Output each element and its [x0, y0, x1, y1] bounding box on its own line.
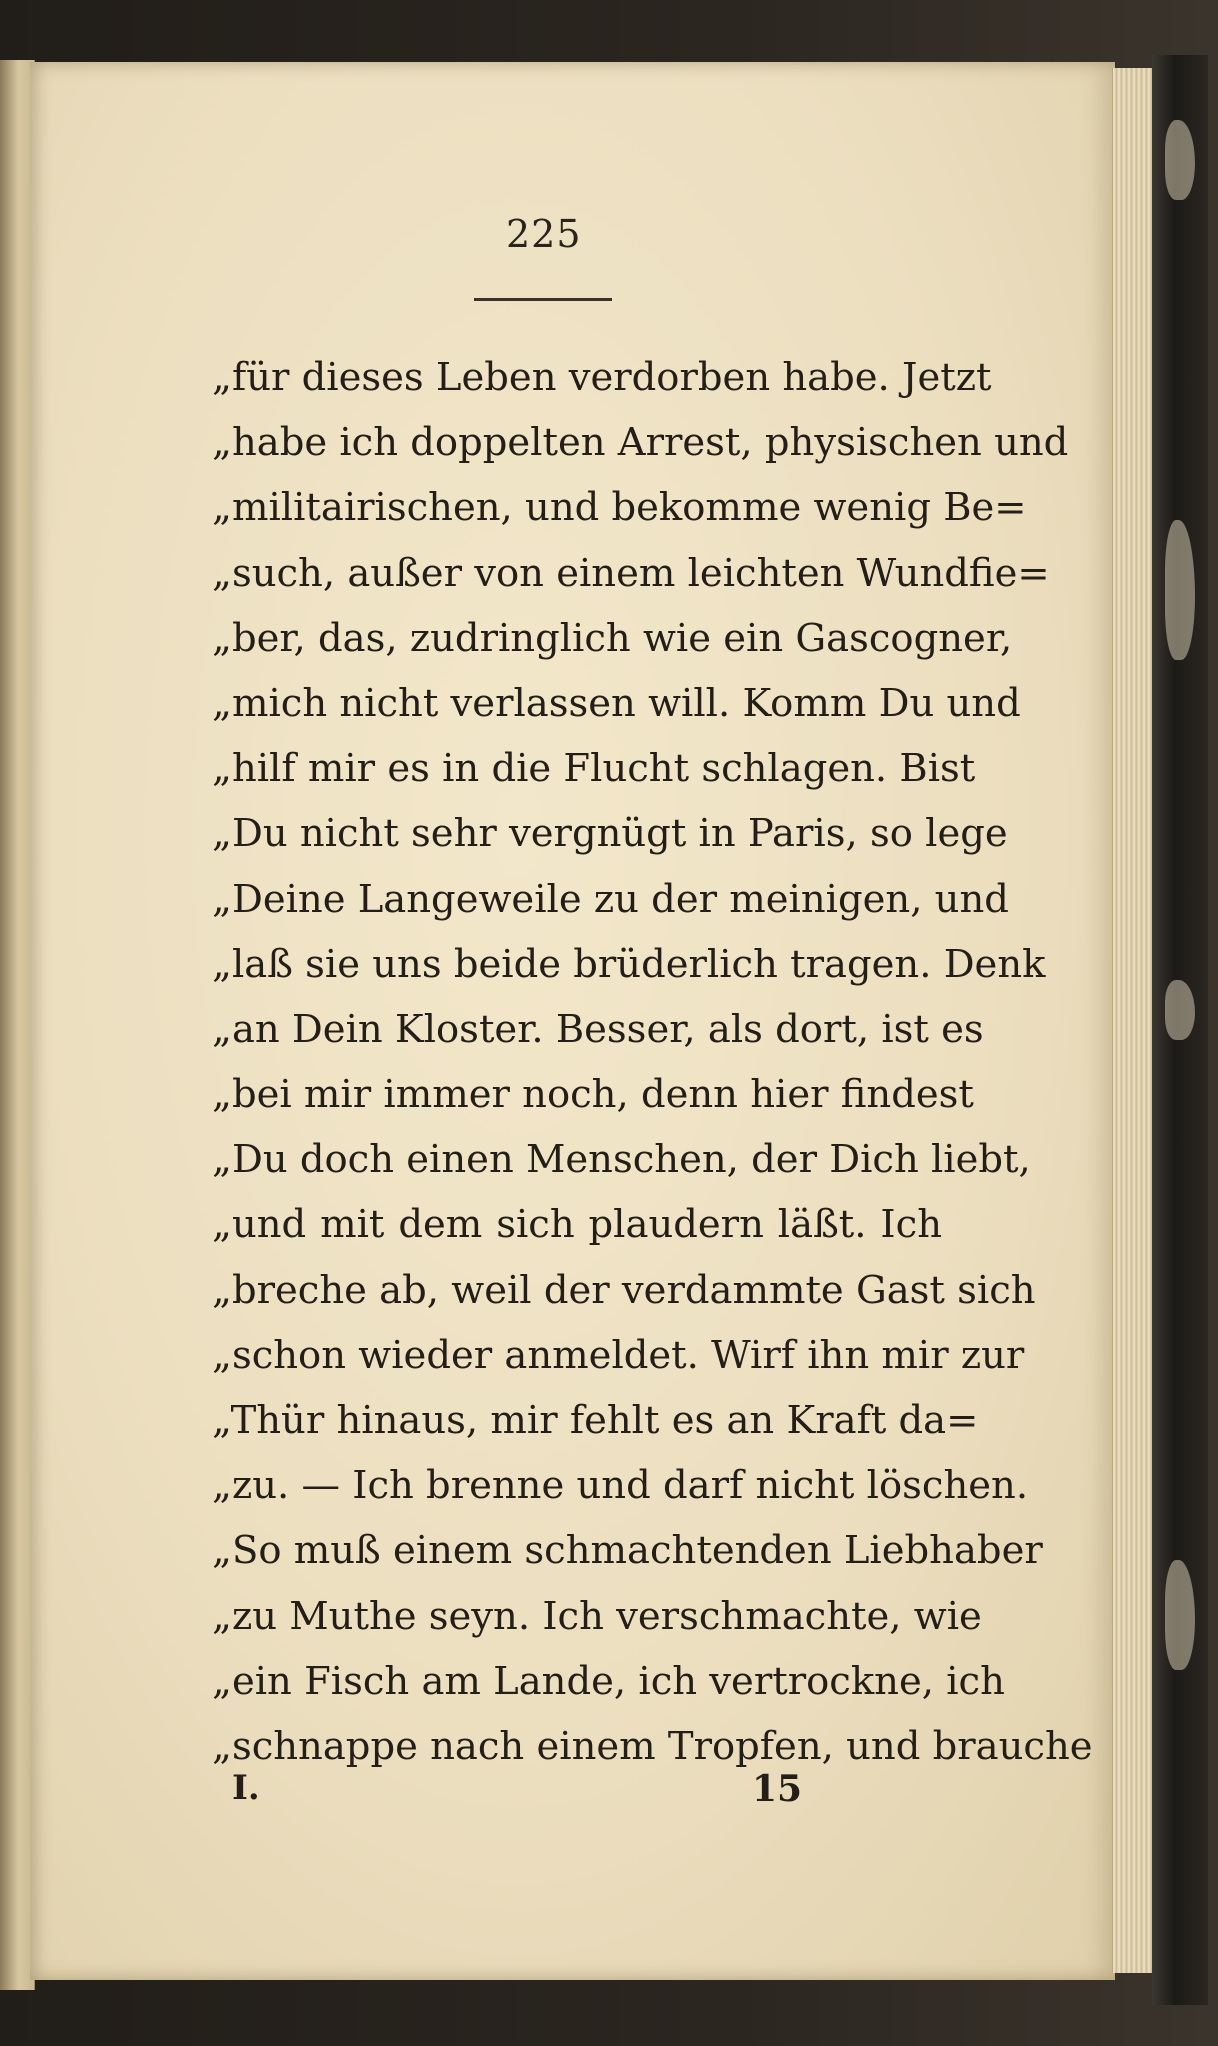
- text-line: „Du nicht sehr vergnügt in Paris, so lege: [212, 811, 1008, 857]
- page-fore-edge: [1112, 68, 1153, 1973]
- text-line: „zu. — Ich brenne und darf nicht löschen.: [212, 1463, 1029, 1509]
- text-line: „schnappe nach einem Tropfen, und brauche: [212, 1723, 1093, 1769]
- text-line: „für dieses Leben verdorben habe. Jetzt: [212, 355, 992, 400]
- text-line: „ber, das, zudringlich wie ein Gascogner,: [212, 615, 1013, 661]
- text-line: „Du doch einen Menschen, der Dich liebt,: [212, 1137, 1031, 1183]
- text-line: „habe ich doppelten Arrest, physischen und: [212, 420, 1069, 466]
- text-block: [212, 345, 1093, 1779]
- text-line: „und mit dem sich plaudern läßt. Ich: [212, 1202, 942, 1248]
- signature-mark: I.: [232, 1768, 260, 1808]
- text-line: „mich nicht verlassen will. Komm Du und: [212, 680, 1021, 726]
- text-line: „Deine Langeweile zu der meinigen, und: [212, 876, 1009, 922]
- text-line: „such, außer von einem leichten Wundfie=: [212, 550, 1050, 596]
- text-line: „zu Muthe seyn. Ich verschmachte, wie: [212, 1593, 982, 1639]
- text-line: „bei mir immer noch, denn hier findest: [212, 1072, 974, 1118]
- gathering-number: 15: [752, 1768, 803, 1810]
- text-line: „So muß einem schmachtenden Liebhaber: [212, 1528, 1043, 1574]
- text-line: „ein Fisch am Lande, ich vertrockne, ich: [212, 1658, 1005, 1704]
- text-line: „an Dein Kloster. Besser, als dort, ist es: [212, 1006, 984, 1052]
- text-line: „Thür hinaus, mir fehlt es an Kraft da=: [212, 1398, 979, 1443]
- page-number: 225: [506, 212, 582, 256]
- text-line: „breche ab, weil der verdammte Gast sich: [212, 1267, 1036, 1313]
- header-rule: [474, 298, 612, 301]
- text-line: „militairischen, und bekomme wenig Be=: [212, 485, 1027, 531]
- text-line: „hilf mir es in die Flucht schlagen. Bist: [212, 746, 976, 792]
- text-line: „schon wieder anmeldet. Wirf ihn mir zur: [212, 1332, 1025, 1378]
- text-line: „laß sie uns beide brüderlich tragen. Denk: [212, 941, 1046, 987]
